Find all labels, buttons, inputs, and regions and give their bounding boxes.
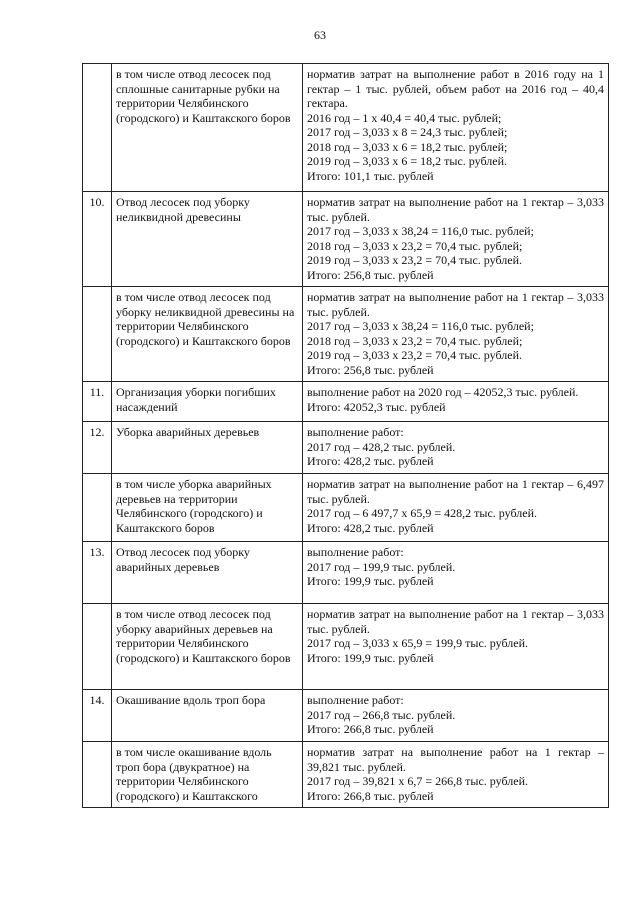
cost-calculation-cell	[303, 604, 609, 690]
row-number-cell: 10.	[83, 192, 112, 287]
row-number-cell	[83, 287, 112, 382]
table-row	[83, 64, 609, 192]
table-row	[83, 542, 609, 604]
item-name-cell: в том числе отвод лесосек под уборку неликвидной древесины на территории Челябинского (городского) и Каштакского боров	[112, 287, 303, 382]
cost-calculation-cell	[303, 287, 609, 382]
calculation-line: 2017 год – 3,033 х 38,24 = 116,0 тыс. рублей;	[307, 224, 534, 238]
calculation-line: норматив затрат на выполнение работ на 1 гектар – 3,033 тыс. рублей.	[307, 195, 604, 224]
item-name-cell: в том числе отвод лесосек под сплошные санитарные рубки на территории Челябинского (городского) и Каштакского боров	[112, 64, 303, 192]
calculation-line: 2019 год – 3,033 х 23,2 = 70,4 тыс. рублей.	[307, 348, 523, 362]
cost-calculation-cell	[303, 192, 609, 287]
calculation-line: 2017 год – 3,033 х 65,9 = 199,9 тыс. рублей.	[307, 636, 529, 650]
calculation-line: выполнение работ на 2020 год – 42052,3 тыс. рублей.	[307, 385, 579, 399]
row-number-cell: 14.	[83, 690, 112, 742]
table-row	[83, 742, 609, 808]
row-number-cell	[83, 64, 112, 192]
calculation-line: 2017 год – 428,2 тыс. рублей.	[307, 439, 456, 454]
table-row	[83, 287, 609, 382]
calculation-line: 2017 год – 6 497,7 х 65,9 = 428,2 тыс. рублей.	[307, 506, 538, 520]
row-number-cell	[83, 474, 112, 542]
calculation-line: норматив затрат на выполнение работ на 1 гектар – 3,033 тыс. рублей.	[307, 607, 604, 636]
item-name-cell: Отвод лесосек под уборку неликвидной древесины	[112, 192, 303, 287]
calculation-line: 2017 год – 3,033 х 38,24 = 116,0 тыс. рублей;	[307, 319, 534, 333]
item-name-cell: Уборка аварийных деревьев	[112, 422, 303, 474]
calculation-line: Итого: 428,2 тыс. рублей	[307, 454, 434, 468]
calculation-line: 2018 год – 3,033 х 23,2 = 70,4 тыс. рублей;	[307, 238, 523, 253]
calculation-line: Итого: 199,9 тыс. рублей	[307, 574, 434, 588]
item-name-cell: Организация уборки погибших насаждений	[112, 382, 303, 422]
cost-calculation-cell	[303, 542, 609, 604]
calculation-line: Итого: 42052,3 тыс. рублей	[307, 399, 446, 414]
cost-calculation-cell	[303, 382, 609, 422]
item-name-cell: в том числе отвод лесосек под уборку аварийных деревьев на территории Челябинского (городского) и Каштакского боров	[112, 604, 303, 690]
calculation-line: норматив затрат на выполнение работ на 1 гектар – 6,497 тыс. рублей.	[307, 477, 604, 506]
table-row	[83, 192, 609, 287]
item-name-cell: в том числе окашивание вдоль троп бора (двукратное) на территории Челябинского (городского) и Каштакского	[112, 742, 303, 808]
calculation-line: 2017 год – 199,9 тыс. рублей.	[307, 559, 456, 574]
table-row	[83, 690, 609, 742]
item-name-cell: в том числе уборка аварийных деревьев на территории Челябинского (городского) и Каштакского боров	[112, 474, 303, 542]
calculation-line: 2017 год – 266,8 тыс. рублей.	[307, 707, 456, 722]
calculation-line: выполнение работ:	[307, 545, 404, 559]
table-row	[83, 382, 609, 422]
table-row	[83, 422, 609, 474]
calculation-line: выполнение работ:	[307, 425, 404, 439]
cost-calculation-cell	[303, 742, 609, 808]
calculation-line: 2018 год – 3,033 х 23,2 = 70,4 тыс. рублей;	[307, 333, 523, 348]
page-number: 63	[314, 28, 326, 42]
calculation-line: Итого: 256,8 тыс. рублей	[307, 267, 434, 282]
calculation-line: 2018 год – 3,033 х 6 = 18,2 тыс. рублей;	[307, 139, 508, 154]
calculation-line: Итого: 199,9 тыс. рублей	[307, 650, 434, 665]
calculation-line: норматив затрат на выполнение работ в 2016 году на 1 гектар – 1 тыс. рублей, объем работ на 2016 год – 40,4 гектара.	[307, 67, 604, 110]
row-number-cell: 11.	[83, 382, 112, 422]
cost-calculation-cell	[303, 64, 609, 192]
calculation-line: норматив затрат на выполнение работ на 1 гектар – 3,033 тыс. рублей.	[307, 290, 604, 319]
cost-calculation-cell	[303, 422, 609, 474]
item-name-cell: Отвод лесосек под уборку аварийных деревьев	[112, 542, 303, 604]
calculation-line: Итого: 266,8 тыс. рублей	[307, 788, 434, 803]
calculation-line: норматив затрат на выполнение работ на 1 гектар – 39,821 тыс. рублей.	[307, 745, 604, 774]
calculation-line: 2017 год – 39,821 х 6,7 = 266,8 тыс. рублей.	[307, 774, 529, 788]
row-number-cell	[83, 604, 112, 690]
calculation-line: 2019 год – 3,033 х 6 = 18,2 тыс. рублей.	[307, 154, 508, 168]
calculation-line: Итого: 428,2 тыс. рублей	[307, 520, 434, 535]
calculation-line: Итого: 101,1 тыс. рублей	[307, 168, 434, 183]
table-body	[83, 64, 609, 808]
item-name-cell: Окашивание вдоль троп бора	[112, 690, 303, 742]
calculation-line: 2016 год – 1 х 40,4 = 40,4 тыс. рублей;	[307, 110, 502, 125]
table-row	[83, 474, 609, 542]
calculation-line: Итого: 266,8 тыс. рублей	[307, 722, 434, 736]
row-number-cell: 12.	[83, 422, 112, 474]
calculation-line: 2017 год – 3,033 х 8 = 24,3 тыс. рублей;	[307, 125, 508, 139]
cost-calculation-cell	[303, 690, 609, 742]
table-row	[83, 604, 609, 690]
calculation-line: Итого: 256,8 тыс. рублей	[307, 362, 434, 377]
row-number-cell: 13.	[83, 542, 112, 604]
cost-calculation-cell	[303, 474, 609, 542]
cost-table	[82, 63, 609, 808]
calculation-line: выполнение работ:	[307, 693, 404, 707]
calculation-line: 2019 год – 3,033 х 23,2 = 70,4 тыс. рублей.	[307, 253, 523, 267]
row-number-cell	[83, 742, 112, 808]
